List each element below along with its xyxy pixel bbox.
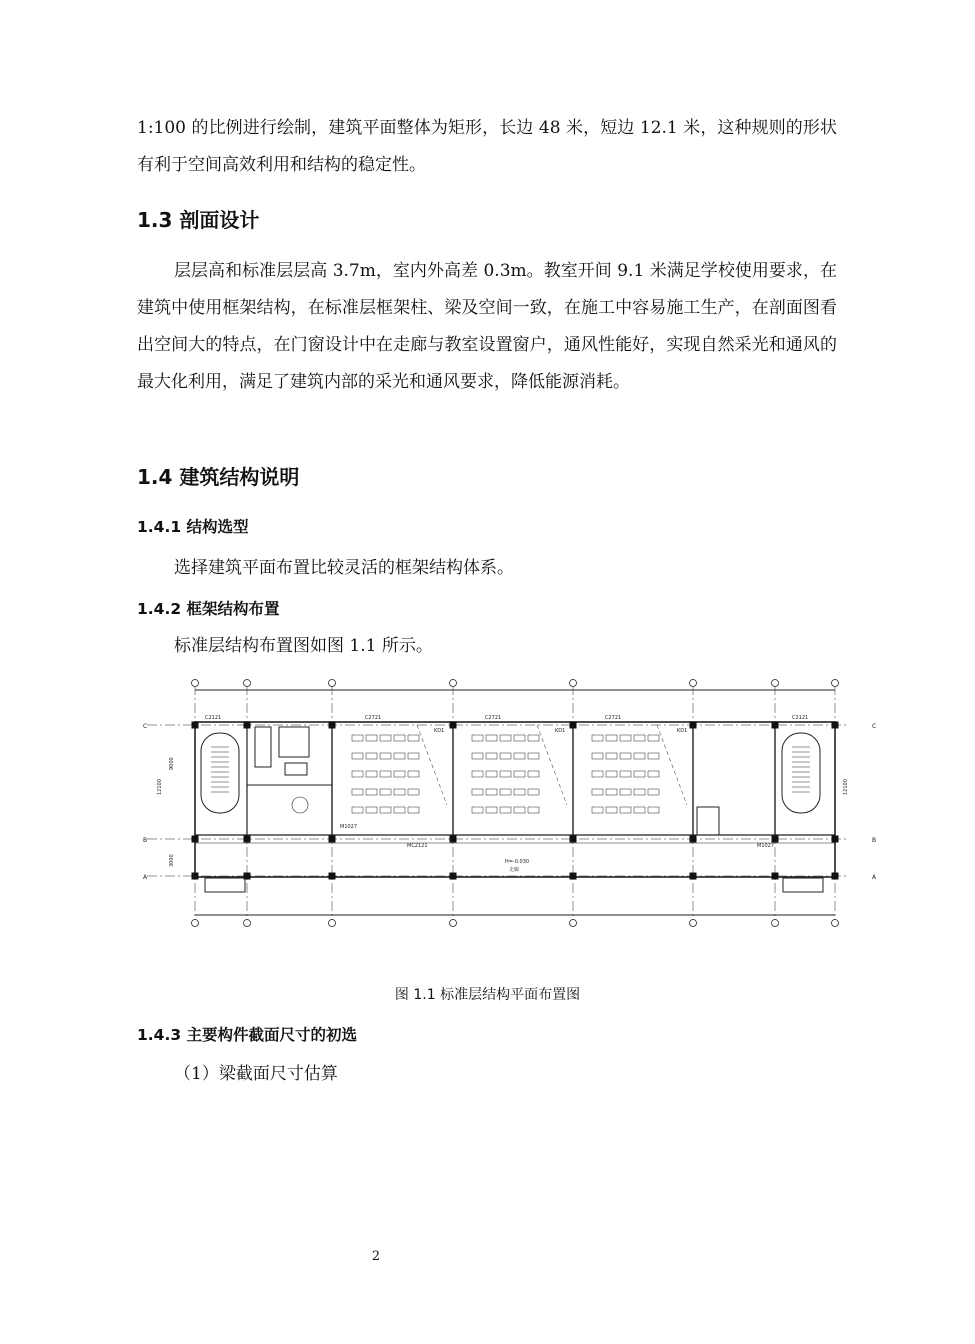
kd-label-2: KD1 — [555, 728, 566, 734]
axis-bubble — [832, 920, 839, 927]
dim-total: 12100 — [157, 779, 163, 795]
column — [329, 722, 336, 729]
column — [244, 836, 251, 843]
column — [832, 722, 839, 729]
desk — [514, 771, 525, 777]
column — [329, 873, 336, 880]
desk — [486, 771, 497, 777]
column — [690, 873, 697, 880]
axis-bubble — [244, 680, 251, 687]
desk — [634, 771, 645, 777]
axis-bubble — [329, 680, 336, 687]
window-label-5: C2121 — [792, 715, 809, 721]
desk — [514, 789, 525, 795]
heading-1-4: 1.4 建筑结构说明 — [137, 465, 300, 489]
desk — [606, 753, 617, 759]
desk — [394, 789, 405, 795]
window-label-1: C2121 — [205, 715, 222, 721]
axis-bubble — [690, 680, 697, 687]
axis-bubble — [570, 680, 577, 687]
column — [450, 873, 457, 880]
desk — [472, 753, 483, 759]
desk — [486, 735, 497, 741]
desk — [352, 753, 363, 759]
axis-bubble — [192, 920, 199, 927]
desk — [514, 753, 525, 759]
axis-bubble — [192, 680, 199, 687]
desk — [592, 807, 603, 813]
axis-b-left: B — [143, 837, 148, 844]
column — [772, 873, 779, 880]
heading-1-4-1: 1.4.1 结构选型 — [137, 518, 249, 536]
axis-bubble — [329, 920, 336, 927]
desk — [648, 771, 659, 777]
desk — [528, 789, 539, 795]
axis-bubble — [832, 680, 839, 687]
page-number: 2 — [371, 1249, 381, 1264]
heading-1-3: 1.3 剖面设计 — [137, 208, 260, 232]
column — [570, 722, 577, 729]
desk — [366, 753, 377, 759]
desk — [592, 753, 603, 759]
figure-caption: 图 1.1 标准层结构平面布置图 — [394, 987, 581, 1003]
desk — [592, 735, 603, 741]
desk — [394, 753, 405, 759]
dim-depth-1: 9000 — [169, 757, 175, 770]
frame-layout-paragraph: 标准层结构布置图如图 1.1 所示。 — [174, 636, 433, 656]
desk — [394, 735, 405, 741]
desk — [514, 735, 525, 741]
desk — [366, 807, 377, 813]
desk — [634, 789, 645, 795]
desk — [394, 807, 405, 813]
desk — [380, 771, 391, 777]
heading-1-4-3: 1.4.3 主要构件截面尺寸的初选 — [137, 1026, 358, 1044]
desk — [408, 735, 419, 741]
axis-bubble — [570, 920, 577, 927]
desk — [352, 807, 363, 813]
column — [244, 722, 251, 729]
desk — [486, 753, 497, 759]
desk — [366, 771, 377, 777]
desk — [528, 753, 539, 759]
column — [244, 873, 251, 880]
desk — [528, 771, 539, 777]
axis-bubble — [690, 920, 697, 927]
door-label-1: M1027 — [340, 824, 358, 830]
desk — [500, 753, 511, 759]
desk — [380, 789, 391, 795]
desk — [648, 735, 659, 741]
column — [832, 836, 839, 843]
desk — [620, 735, 631, 741]
axis-bubble — [450, 680, 457, 687]
desk — [486, 807, 497, 813]
intro-paragraph: 1:100 的比例进行绘制，建筑平面整体为矩形，长边 48 米，短边 12.1 米，这种规则的形状有利于空间高效利用和结构的稳定性。 — [137, 118, 837, 175]
desk — [408, 771, 419, 777]
axis-bubble — [244, 920, 251, 927]
desk — [472, 807, 483, 813]
desk — [500, 789, 511, 795]
window-label-4: C2721 — [605, 715, 622, 721]
axis-bubble — [450, 920, 457, 927]
desk — [366, 735, 377, 741]
desk — [606, 807, 617, 813]
section-design-paragraph: 层层高和标准层层高 3.7m，室内外高差 0.3m。教室开间 9.1 米满足学校使用要求，在建筑中使用框架结构，在标准层框架柱、梁及空间一致，在施工中容易施工生产，在剖面图看出空间大的特点，在门窗设计中在走廊与教室设置窗户，通风性能好，实现自然采光和通风的最大化利用，满足了建筑内部的采光和通风要求，降低能源消耗。 — [137, 261, 837, 392]
column — [690, 836, 697, 843]
desk — [380, 735, 391, 741]
door-label-2: MC2121 — [407, 843, 428, 849]
kd-label-3: KD1 — [677, 728, 688, 734]
struct-select-paragraph: 选择建筑平面布置比较灵活的框架结构体系。 — [174, 558, 514, 578]
desk — [352, 771, 363, 777]
column — [329, 836, 336, 843]
desk — [394, 771, 405, 777]
dim-depth-2: 3000 — [169, 854, 175, 867]
window-label-3: C2721 — [485, 715, 502, 721]
desk — [380, 753, 391, 759]
desk — [606, 735, 617, 741]
desk — [528, 807, 539, 813]
column — [772, 722, 779, 729]
column — [450, 722, 457, 729]
axis-bubble — [772, 680, 779, 687]
desk — [634, 735, 645, 741]
axis-a-right: A — [872, 874, 877, 881]
corridor-label: 走廊 — [509, 867, 520, 873]
desk — [500, 807, 511, 813]
desk — [648, 789, 659, 795]
column — [832, 873, 839, 880]
desk — [620, 789, 631, 795]
desk — [408, 789, 419, 795]
desk — [620, 807, 631, 813]
desk — [486, 789, 497, 795]
axis-b-right: B — [872, 837, 877, 844]
dim-total-right: 12100 — [843, 779, 849, 795]
floor-plan-figure — [137, 675, 877, 930]
column — [192, 873, 199, 880]
desk — [352, 789, 363, 795]
desk — [620, 753, 631, 759]
window-label-2: C2721 — [365, 715, 382, 721]
column — [570, 873, 577, 880]
elevation-label: H=-0.030 — [505, 859, 530, 865]
desk — [592, 771, 603, 777]
desk — [352, 735, 363, 741]
desk — [634, 753, 645, 759]
axis-c-right: C — [872, 723, 877, 730]
beam-estimate-paragraph: （1）梁截面尺寸估算 — [174, 1064, 338, 1084]
desk — [366, 789, 377, 795]
desk — [528, 735, 539, 741]
axis-c-left: C — [143, 723, 148, 730]
axis-a-left: A — [143, 874, 148, 881]
kd-label-1: KD1 — [434, 728, 445, 734]
column — [192, 722, 199, 729]
desk — [500, 735, 511, 741]
desk — [514, 807, 525, 813]
desk — [472, 735, 483, 741]
column — [450, 836, 457, 843]
column — [690, 722, 697, 729]
desk — [472, 789, 483, 795]
desk — [380, 807, 391, 813]
column — [192, 836, 199, 843]
desk — [606, 771, 617, 777]
desk — [500, 771, 511, 777]
desk — [606, 789, 617, 795]
desk — [592, 789, 603, 795]
desk — [648, 807, 659, 813]
desk — [472, 771, 483, 777]
desk — [408, 807, 419, 813]
desk — [620, 771, 631, 777]
heading-1-4-2: 1.4.2 框架结构布置 — [137, 600, 280, 618]
desk — [408, 753, 419, 759]
axis-bubble — [772, 920, 779, 927]
door-label-3: M1027 — [757, 843, 775, 849]
desk — [648, 753, 659, 759]
desk — [634, 807, 645, 813]
column — [772, 836, 779, 843]
column — [570, 836, 577, 843]
